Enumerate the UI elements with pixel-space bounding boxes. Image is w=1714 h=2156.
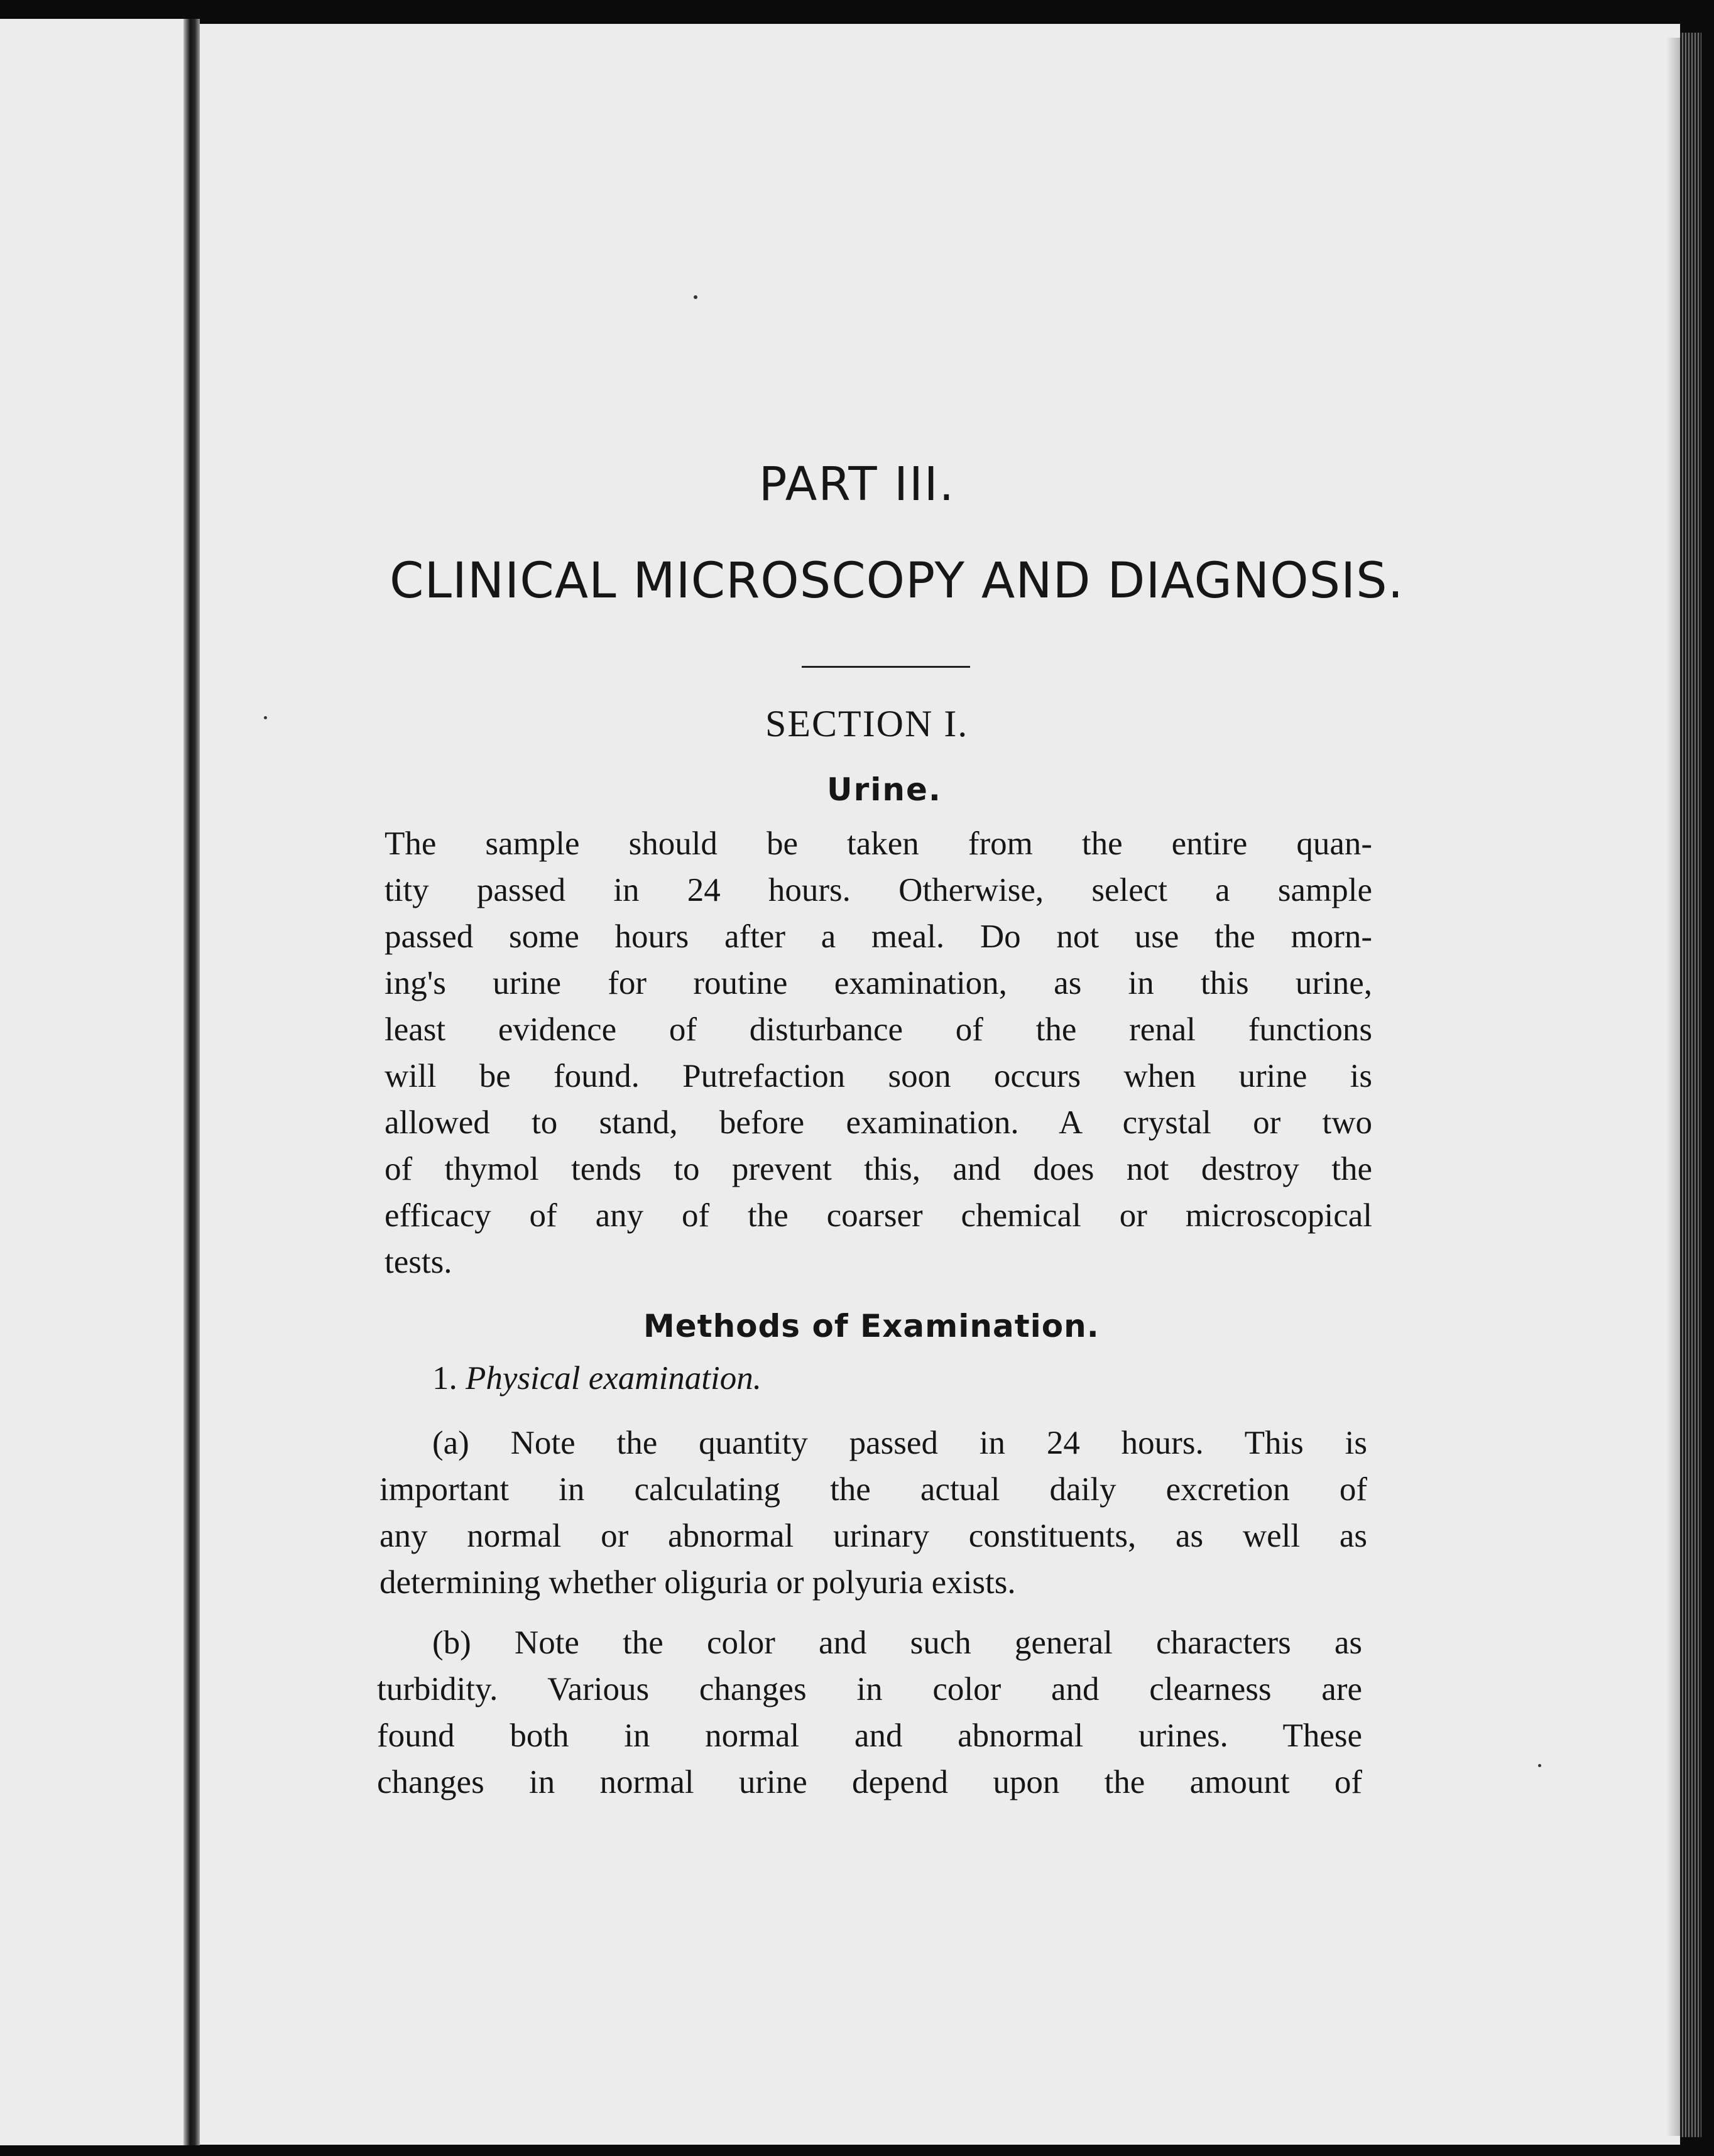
text-line: changes in normal urine depend upon the amount of <box>377 1764 1362 1800</box>
numbered-item <box>432 1359 761 1397</box>
item-number: 1. <box>432 1360 457 1396</box>
part-heading: PART III. <box>758 457 956 511</box>
text-line: will be found. Putrefaction soon occurs when urine is <box>385 1058 1372 1094</box>
paper-speck <box>1538 1764 1541 1767</box>
section-heading: SECTION I. <box>765 703 969 744</box>
page-stack-edges <box>1680 33 1701 2137</box>
text-line: allowed to stand, before examination. A crystal or two <box>385 1104 1372 1141</box>
text-line: efficacy of any of the coarser chemical or microscopical <box>385 1197 1372 1234</box>
text-line: The sample should be taken from the entire quan- <box>385 825 1372 862</box>
methods-heading: Methods of Examination. <box>643 1308 1100 1344</box>
text-line: (a) Note the quantity passed in 24 hours. This is <box>432 1425 1367 1461</box>
text-line: ing's urine for routine examination, as in this urine, <box>385 965 1372 1001</box>
item-title: Physical examination. <box>466 1360 761 1396</box>
text-line: turbidity. Various changes in color and clearness are <box>377 1671 1362 1707</box>
text-line: least evidence of disturbance of the renal functions <box>385 1011 1372 1048</box>
text-line: tests. <box>385 1244 452 1280</box>
text-line: of thymol tends to prevent this, and does not destroy the <box>385 1151 1372 1187</box>
text-line: (b) Note the color and such general characters as <box>432 1625 1362 1661</box>
text-line: found both in normal and abnormal urines. These <box>377 1718 1362 1754</box>
text-line: any normal or abnormal urinary constituents, as well as <box>379 1518 1367 1554</box>
text-line: important in calculating the actual daily excretion of <box>379 1471 1367 1508</box>
text-line: determining whether oliguria or polyuria exists. <box>379 1564 1016 1601</box>
subject-heading: Urine. <box>827 771 942 808</box>
text-line: tity passed in 24 hours. Otherwise, select a sample <box>385 872 1372 908</box>
text-line: passed some hours after a meal. Do not use the morn- <box>385 918 1372 955</box>
paper-speck <box>264 716 267 719</box>
title-divider <box>802 666 970 668</box>
paper-speck <box>694 295 697 299</box>
page-shadow <box>1666 38 1680 2136</box>
book-gutter <box>183 19 200 2145</box>
previous-page-edge <box>0 19 183 2145</box>
part-title: CLINICAL MICROSCOPY AND DIAGNOSIS. <box>390 553 1404 609</box>
